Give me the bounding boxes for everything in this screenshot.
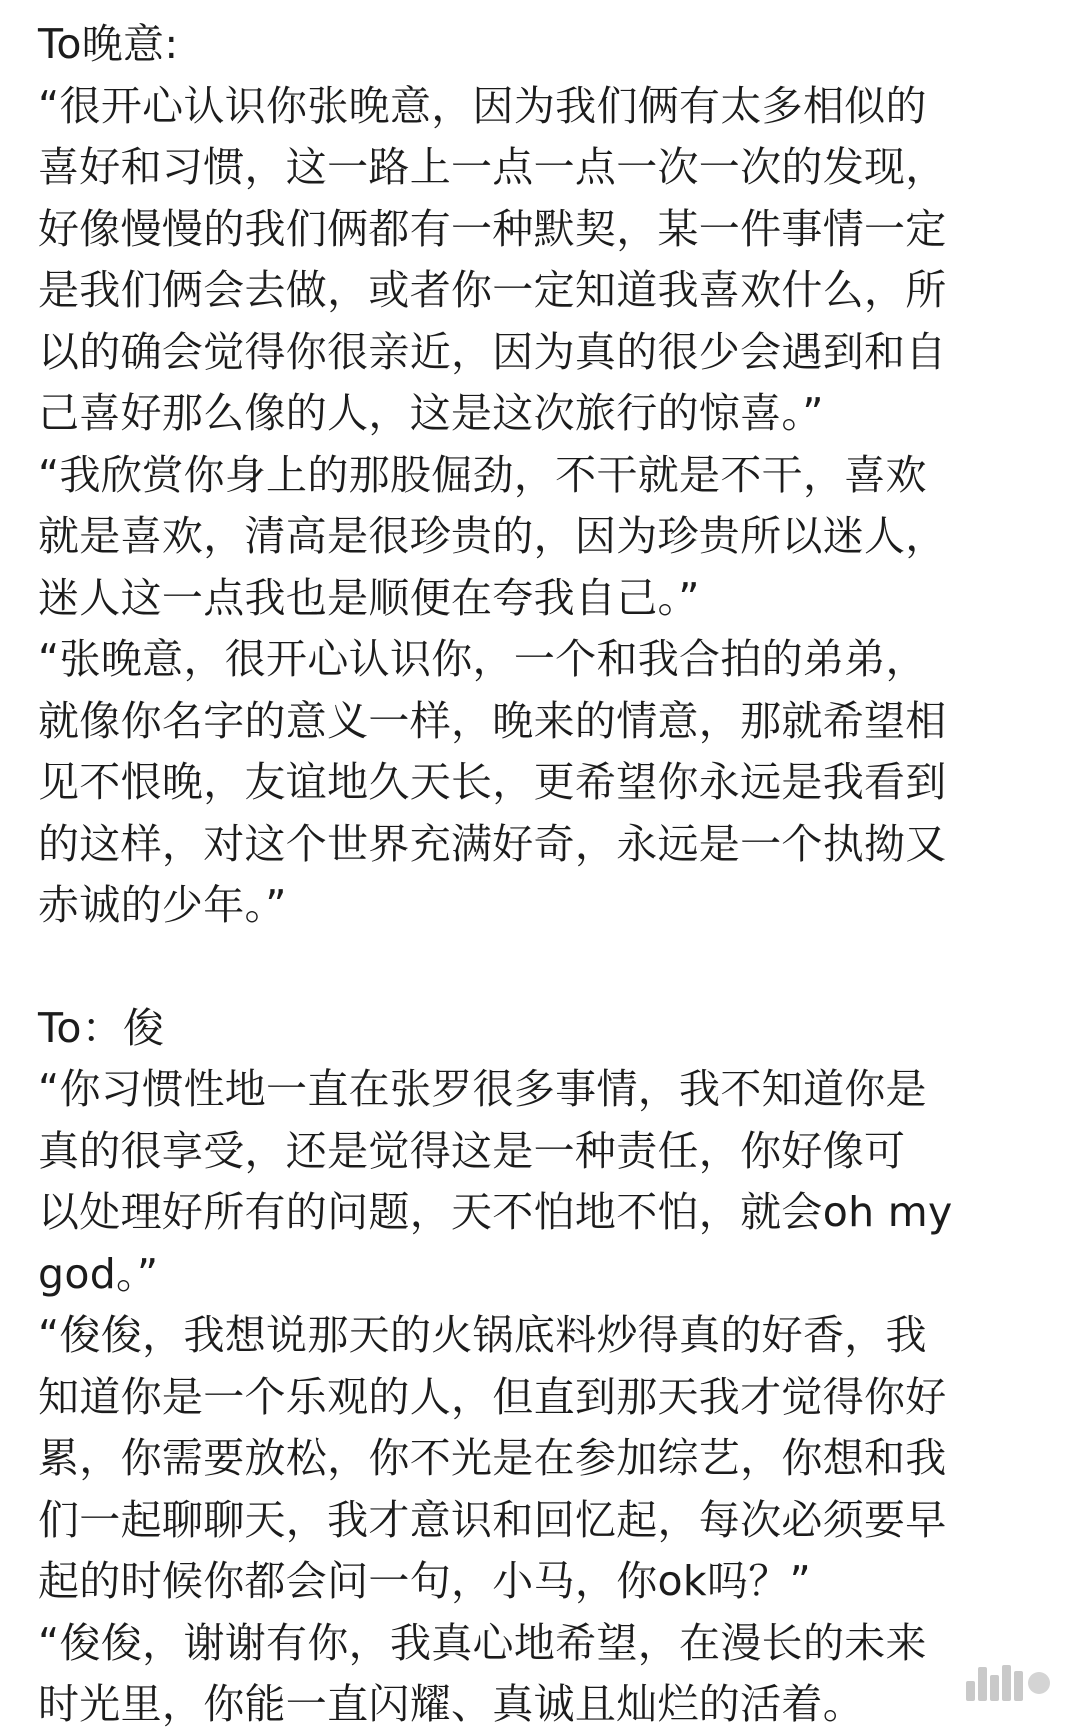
section1-line: 就像你名字的意义一样，晚来的情意，那就希望相 bbox=[38, 696, 947, 745]
section1-line: 好像慢慢的我们俩都有一种默契，某一件事情一定 bbox=[38, 204, 947, 253]
section-divider-space bbox=[38, 937, 1048, 998]
letter-document bbox=[38, 14, 1048, 1736]
section1-line: 就是喜欢，清高是很珍贵的，因为珍贵所以迷人， bbox=[38, 512, 947, 560]
section1-line: 的这样，对这个世界充满好奇，永远是一个执拗又 bbox=[38, 819, 947, 868]
section1-line: 见不恨晚，友谊地久天长，更希望你永远是我看到 bbox=[38, 758, 947, 806]
section2-line: 时光里，你能一直闪耀、真诚且灿烂的活着。 bbox=[38, 1680, 864, 1728]
section1-line: “很开心认识你张晚意，因为我们俩有太多相似的 bbox=[38, 81, 927, 130]
section2-heading: To：俊 bbox=[38, 1003, 165, 1052]
section1-line: 以的确会觉得你很亲近，因为真的很少会遇到和自 bbox=[38, 327, 947, 376]
section2-line: “俊俊，谢谢有你，我真心地希望，在漫长的未来 bbox=[38, 1618, 927, 1667]
section1-line: 己喜好那么像的人，这是这次旅行的惊喜。” bbox=[38, 389, 824, 437]
section1-line: “我欣赏你身上的那股倔劲，不干就是不干，喜欢 bbox=[38, 450, 927, 499]
bar-chart-watermark-icon bbox=[958, 1661, 1058, 1705]
section2-line: “你习惯性地一直在张罗很多事情，我不知道你是 bbox=[38, 1065, 927, 1113]
section1-line: 迷人这一点我也是顺便在夸我自己。” bbox=[38, 573, 700, 622]
section2-line: 知道你是一个乐观的人，但直到那天我才觉得你好 bbox=[38, 1372, 947, 1421]
section1-line: 赤诚的少年。” bbox=[38, 881, 287, 929]
section1-heading: To晚意: bbox=[38, 20, 179, 68]
section1-line: “张晚意，很开心认识你，一个和我合拍的弟弟， bbox=[38, 635, 927, 683]
section2-line: god。” bbox=[38, 1249, 159, 1298]
section2-line: 们一起聊聊天，我才意识和回忆起，每次必须要早 bbox=[38, 1495, 947, 1544]
section2-line: 以处理好所有的问题，天不怕地不怕，就会oh my bbox=[38, 1188, 953, 1236]
section1-line: 喜好和习惯，这一路上一点一点一次一次的发现， bbox=[38, 143, 947, 191]
section2-line: 真的很享受，还是觉得这是一种责任，你好像可 bbox=[38, 1126, 906, 1175]
section1-line: 是我们俩会去做，或者你一定知道我喜欢什么，所 bbox=[38, 266, 947, 314]
section2-line: 起的时候你都会问一句，小马，你ok吗？” bbox=[38, 1557, 812, 1605]
section2-line: 累，你需要放松，你不光是在参加综艺，你想和我 bbox=[38, 1434, 947, 1482]
section2-line: “俊俊，我想说那天的火锅底料炒得真的好香，我 bbox=[38, 1311, 927, 1359]
